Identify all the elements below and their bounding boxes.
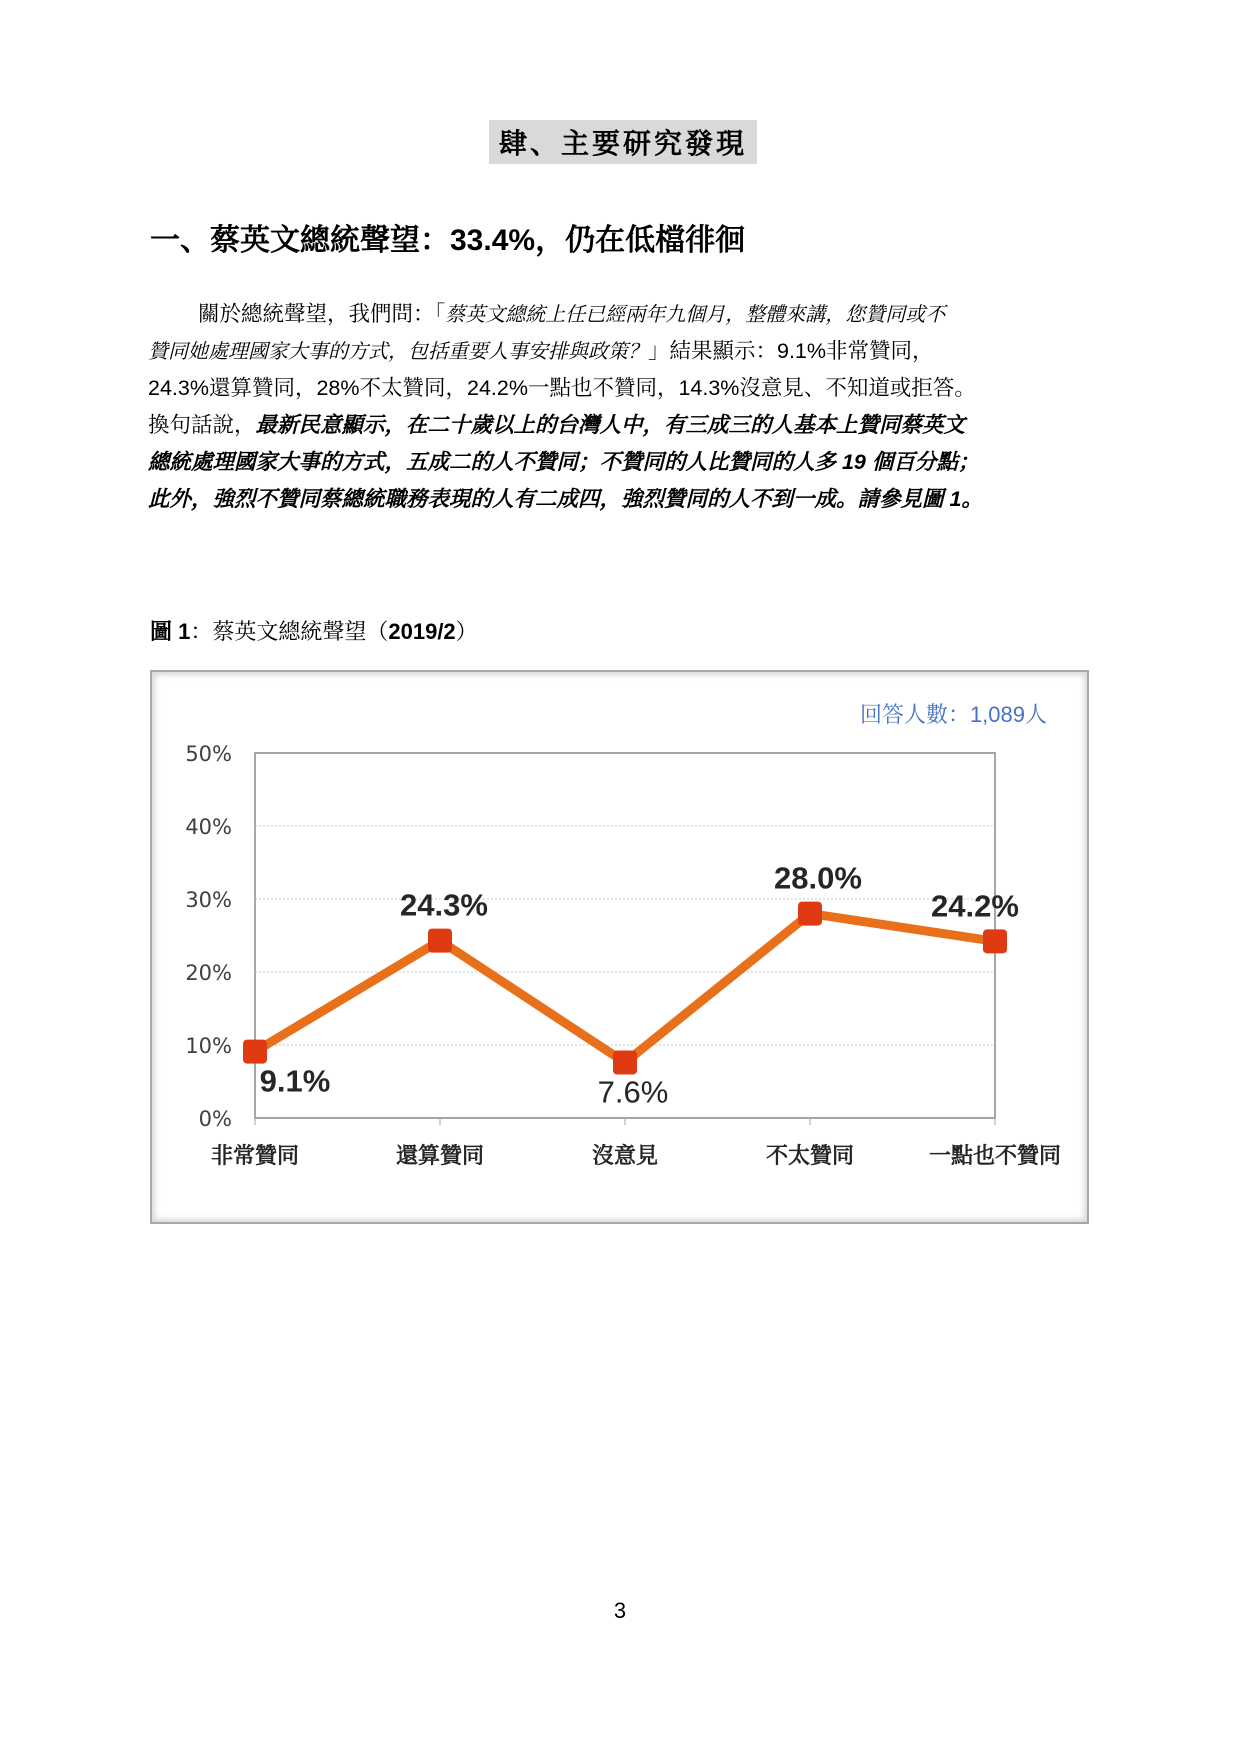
sample-size-note: 回答人數：1,089人 xyxy=(859,702,1047,727)
subsection-title xyxy=(150,215,1110,259)
paragraph-line-5: 總統處理國家大事的方式，五成二的人不贊同；不贊同的人比贊同的人多 19 個百分點； xyxy=(148,450,980,474)
y-tick-label: 50% xyxy=(185,742,232,766)
data-point-marker xyxy=(983,929,1007,953)
y-tick-label: 30% xyxy=(185,888,232,912)
y-tick-label: 0% xyxy=(198,1107,232,1131)
data-label: 7.6% xyxy=(597,1074,669,1110)
figure-caption xyxy=(150,615,478,646)
x-category-label: 還算贊同 xyxy=(395,1143,485,1168)
survey-question-part-1: 蔡英文總統上任已經兩年九個月，整體來講，您贊同或不 xyxy=(445,302,946,326)
paragraph-line-2 xyxy=(148,333,1108,370)
x-category-label: 沒意見 xyxy=(591,1143,659,1168)
section-title: 肆、主要研究發現 xyxy=(489,120,757,164)
figure-caption-date: 2019/2 xyxy=(388,619,456,644)
subsection-title-suffix: ，仍在低檔徘徊 xyxy=(535,223,746,258)
data-label: 9.1% xyxy=(259,1063,331,1099)
y-tick-label: 10% xyxy=(185,1034,232,1058)
result-intro: 」結果顯示：9.1%非常贊同， xyxy=(648,339,934,363)
subsection-title-prefix: 一、蔡英文總統聲望： xyxy=(150,223,450,258)
data-label: 28.0% xyxy=(774,860,862,896)
figure-caption-text: ：蔡英文總統聲望（ xyxy=(190,619,389,644)
paragraph-intro: 關於總統聲望，我們問：「 xyxy=(198,302,446,326)
x-category-label: 非常贊同 xyxy=(210,1143,300,1168)
paragraph-line-3: 24.3%還算贊同，28%不太贊同，24.2%一點也不贊同，14.3%沒意見、不知道或拒答。 xyxy=(148,376,976,400)
data-label: 24.3% xyxy=(400,887,488,923)
data-point-marker xyxy=(613,1051,637,1075)
page-number: 3 xyxy=(613,1598,627,1623)
subsection-title-number: 33.4% xyxy=(450,224,536,257)
x-category-label: 一點也不贊同 xyxy=(928,1143,1062,1168)
y-tick-label: 20% xyxy=(185,961,232,985)
data-point-marker xyxy=(243,1040,267,1064)
x-category-label: 不太贊同 xyxy=(765,1143,855,1168)
approval-line-chart xyxy=(152,672,1087,1222)
survey-question-part-2: 贊同她處理國家大事的方式，包括重要人事安排與政策？ xyxy=(148,339,648,363)
data-point-marker xyxy=(428,929,452,953)
paragraph-line-4 xyxy=(148,407,1108,444)
data-point-marker xyxy=(798,902,822,926)
summary-emphasis-1: 最新民意顯示，在二十歲以上的台灣人中，有三成三的人基本上贊同蔡英文 xyxy=(255,413,966,437)
y-tick-label: 40% xyxy=(185,815,232,839)
paragraph-line-1 xyxy=(198,296,1158,333)
paragraph-line-6: 此外，強烈不贊同蔡總統職務表現的人有二成四，強烈贊同的人不到一成。請參見圖 1。 xyxy=(148,487,983,511)
summary-intro: 換句話說， xyxy=(148,413,256,437)
figure-caption-close: ） xyxy=(455,619,478,644)
chart-frame xyxy=(150,670,1089,1224)
figure-caption-label: 圖 1 xyxy=(150,619,191,644)
data-label: 24.2% xyxy=(931,888,1019,924)
